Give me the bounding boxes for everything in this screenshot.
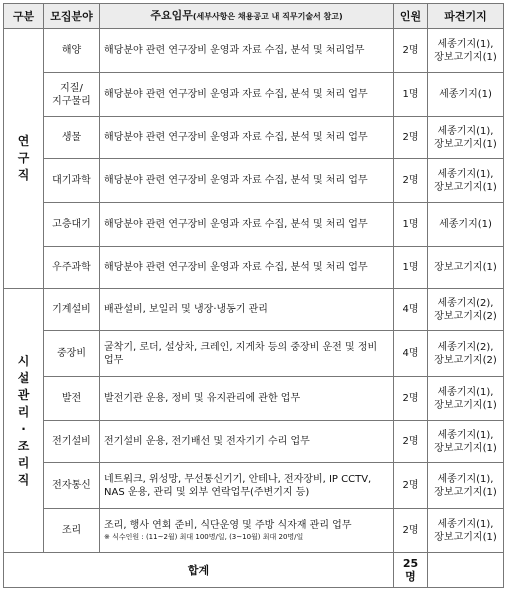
base-line: 세종기지(1), [437,473,494,485]
table-row [4,463,504,509]
duty-text: 해당분야 관련 연구장비 운영과 자료 수집, 분석 및 처리업무 [104,45,365,56]
table-row [4,159,504,203]
duty-cell [100,29,394,73]
duty-cell [100,289,394,331]
duty-cell [100,73,394,117]
base-cell [428,377,504,421]
base-line: 장보고기지(1) [434,51,497,63]
total-count: 25명 [394,553,428,588]
category-char: 관 [17,387,30,402]
base-line: 장보고기지(2) [434,354,497,366]
count-cell: 4명 [394,289,428,331]
base-line: 세종기지(1) [439,89,492,100]
base-line: 장보고기지(1) [434,531,497,543]
base-line: 장보고기지(1) [434,486,497,498]
header-duty-note: (세부사항은 채용공고 내 직무기술서 참고) [192,12,343,21]
category-char: 직 [17,168,30,182]
field-line: 조리 [61,525,82,536]
base-cell [428,159,504,203]
duty-cell [100,421,394,463]
base-line: 세종기지(2), [437,341,494,353]
count-cell: 2명 [394,377,428,421]
count-cell: 4명 [394,331,428,377]
field-line: 지질/ [60,82,83,94]
duty-cell [100,159,394,203]
table-row [4,73,504,117]
category-char: · [21,421,26,436]
base-line: 장보고기지(1) [434,399,497,411]
category-char: 직 [17,472,30,487]
count-cell: 2명 [394,117,428,159]
duty-cell [100,463,394,509]
table-row [4,289,504,331]
duty-cell [100,117,394,159]
table-row [4,421,504,463]
base-line: 장보고기지(1) [434,262,497,273]
duty-text: 전기설비 운용, 전기배선 및 전자기기 수리 업무 [104,436,310,447]
base-line: 장보고기지(1) [434,181,497,193]
duty-cell [100,509,394,553]
duty-note: ※ 식수인원 : (11~2월) 최대 100명/일, (3~10월) 최대 20명/일 [104,533,304,541]
duty-text: 해당분야 관련 연구장비 운영과 자료 수집, 분석 및 처리 업무 [104,89,368,100]
total-label: 합계 [4,553,394,588]
count-cell: 1명 [394,73,428,117]
category-cell [4,289,44,553]
duty-text: 네트워크, 위성망, 무선통신기기, 안테나, 전자장비, IP CCTV, NAS 운용, 관리 및 외부 연락업무(주변기지 등) [104,473,372,498]
field-line: 발전 [61,393,82,404]
count-cell: 1명 [394,203,428,247]
table-row [4,29,504,73]
category-char: 구 [17,151,30,165]
duty-text: 해당분야 관련 연구장비 운영과 자료 수집, 분석 및 처리 업무 [104,219,368,230]
table-row [4,331,504,377]
base-cell [428,203,504,247]
category-char: 리 [17,404,30,419]
base-line: 세종기지(1), [437,429,494,441]
base-line: 세종기지(1), [437,386,494,398]
category-char: 조 [17,438,30,453]
total-empty [428,553,504,588]
base-cell [428,247,504,289]
category-char: 리 [17,455,30,470]
table-row [4,117,504,159]
base-cell [428,73,504,117]
field-line: 생물 [61,132,82,143]
duty-cell [100,203,394,247]
total-row [4,553,504,588]
base-cell [428,463,504,509]
category-cell [4,29,44,289]
field-line: 지구물리 [52,95,91,107]
header-duty [100,4,394,29]
base-line: 세종기지(1), [437,168,494,180]
header-row [4,4,504,29]
base-cell [428,331,504,377]
field-line: 전기설비 [52,436,91,447]
count-cell: 2명 [394,463,428,509]
duty-cell [100,247,394,289]
field-line: 고층대기 [52,219,91,230]
header-duty-label: 주요임무 [150,9,193,22]
duty-text: 배관설비, 보일러 및 냉장·냉동기 관리 [104,304,268,315]
field-line: 전자통신 [52,480,91,491]
field-cell [44,73,100,117]
field-line: 대기과학 [52,175,91,186]
header-count: 인원 [394,4,428,29]
field-line: 중장비 [57,348,86,359]
field-cell [44,247,100,289]
base-line: 장보고기지(1) [434,138,497,150]
duty-text: 해당분야 관련 연구장비 운영과 자료 수집, 분석 및 처리 업무 [104,132,368,143]
base-cell [428,421,504,463]
field-line: 해양 [61,45,82,56]
count-cell: 2명 [394,29,428,73]
field-cell [44,29,100,73]
category-char: 연 [17,134,30,148]
field-cell [44,421,100,463]
base-cell [428,289,504,331]
duty-cell [100,377,394,421]
field-cell [44,117,100,159]
field-cell [44,331,100,377]
base-line: 세종기지(1) [439,219,492,230]
base-cell [428,509,504,553]
table-row [4,203,504,247]
table-body [4,29,504,553]
duty-text: 조리, 행사 연회 준비, 식단운영 및 주방 식자재 관리 업무 [104,520,352,531]
field-cell [44,289,100,331]
base-cell [428,117,504,159]
field-line: 기계설비 [52,304,91,315]
table-row [4,247,504,289]
field-cell [44,159,100,203]
base-line: 장보고기지(2) [434,310,497,322]
field-cell [44,377,100,421]
count-cell: 2명 [394,509,428,553]
table-row [4,377,504,421]
count-cell: 1명 [394,247,428,289]
duty-text: 해당분야 관련 연구장비 운영과 자료 수집, 분석 및 처리 업무 [104,175,368,186]
duty-text: 해당분야 관련 연구장비 운영과 자료 수집, 분석 및 처리 업무 [104,262,368,273]
base-line: 세종기지(2), [437,297,494,309]
recruitment-table [3,3,504,588]
field-cell [44,203,100,247]
duty-text: 굴착기, 로더, 설상차, 크레인, 지게차 등의 중장비 운전 및 정비 업무 [104,341,378,366]
count-cell: 2명 [394,421,428,463]
base-line: 세종기지(1), [437,38,494,50]
duty-text: 발전기관 운용, 정비 및 유지관리에 관한 업무 [104,393,301,404]
table-row [4,509,504,553]
count-cell: 2명 [394,159,428,203]
field-cell [44,509,100,553]
base-line: 세종기지(1), [437,125,494,137]
header-category: 구분 [4,4,44,29]
base-line: 장보고기지(1) [434,442,497,454]
base-line: 세종기지(1), [437,518,494,530]
field-line: 우주과학 [52,262,91,273]
category-char: 설 [17,370,30,385]
duty-cell [100,331,394,377]
header-field: 모집분야 [44,4,100,29]
header-base: 파견기지 [428,4,504,29]
field-cell [44,463,100,509]
category-char: 시 [17,353,30,368]
base-cell [428,29,504,73]
